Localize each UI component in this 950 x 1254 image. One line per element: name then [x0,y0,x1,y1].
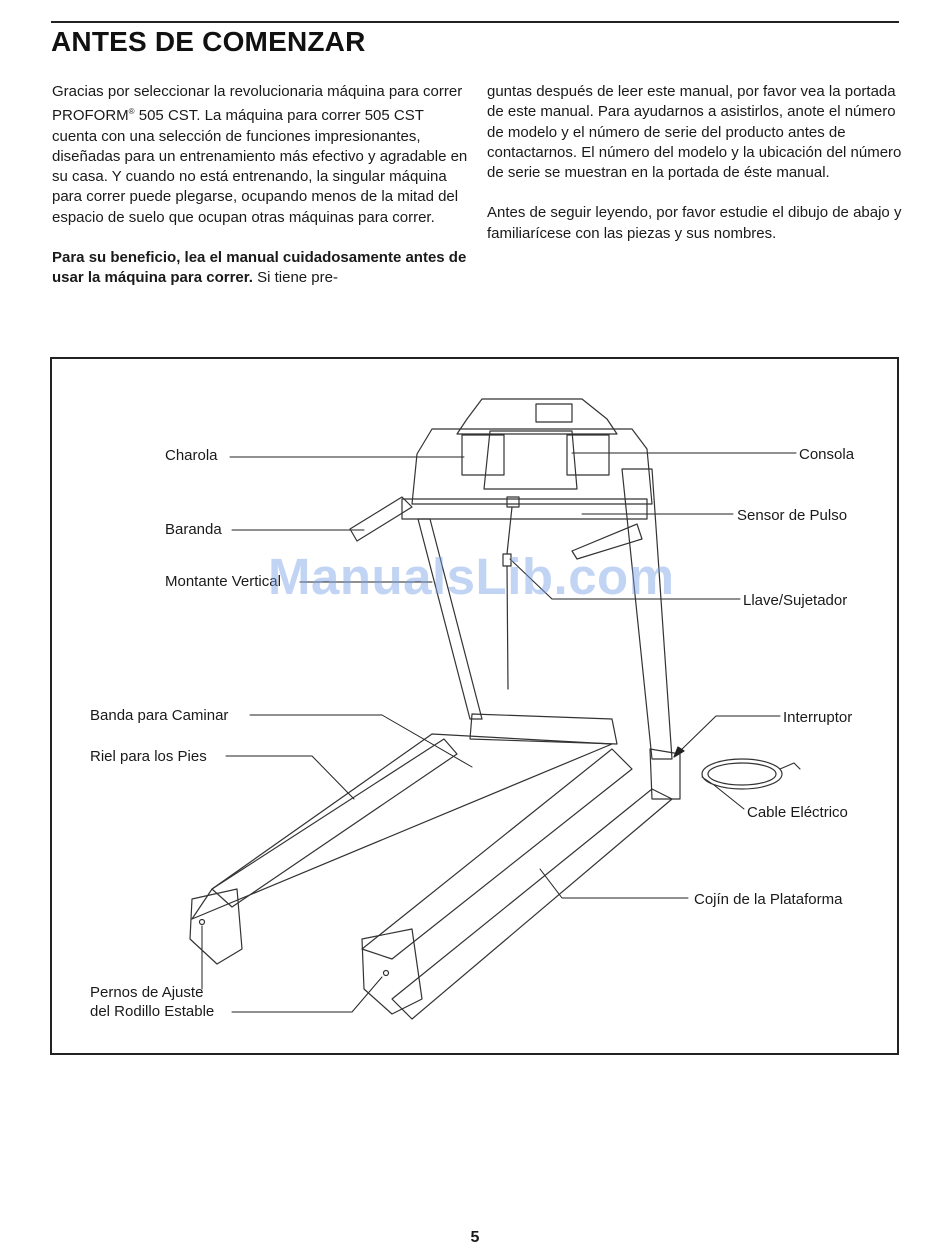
top-rule [51,21,899,23]
label-montante-vertical: Montante Vertical [165,573,281,590]
label-pernos-line-1: Pernos de Ajuste [90,984,204,1001]
intro-paragraph-4: Antes de seguir leyendo, por favor estudie el dibujo de abajo y familiarícese con las piezas y sus nombres. [487,204,902,242]
intro-paragraph-2: Para su beneficio, lea el manual cuidadosamente antes de usar la máquina para correr. Si tiene pre- [52,249,467,287]
watermark: ManualsLib.com [268,548,675,605]
label-sensor-de-pulso: Sensor de Pulso [737,507,848,524]
deck-shapes [190,714,672,1019]
registered-mark: ® [128,107,135,117]
label-interruptor: Interruptor [783,709,853,726]
leader-lines [202,453,796,1012]
power-cord-shape [702,759,800,789]
page-title: ANTES DE COMENZAR [51,26,366,57]
safety-key-shape [503,507,512,689]
label-llave-sujetador: Llave/Sujetador [743,592,848,609]
label-cojin-de-la-plataforma: Cojín de la Plataforma [694,891,843,908]
page-number: 5 [470,1229,480,1246]
label-pernos-line-2: del Rodillo Estable [90,1003,215,1020]
label-riel-para-los-pies: Riel para los Pies [90,748,207,765]
intro-paragraph-3: guntas después de leer este manual, por favor vea la portada de este manual. Para ayudarnos a asistirlos, anote el número de modelo y el número de serie del producto antes de contactarnos. El número del modelo y la ubicación del número de serie se muestran en la portada de éste manual. [487,83,902,182]
treadmill-diagram [50,357,899,1055]
label-baranda: Baranda [165,521,222,538]
label-banda-para-caminar: Banda para Caminar [90,707,229,724]
intro-right-column [487,82,905,244]
label-charola: Charola [165,447,218,464]
label-cable-electrico: Cable Eléctrico [747,804,848,821]
handrail-shapes [350,497,647,559]
label-consola: Consola [799,446,855,463]
intro-left-column [52,82,470,289]
intro-paragraph-1: Gracias por seleccionar la revolucionaria máquina para correr PROFORM® 505 CST. La máquina para correr 505 CST cuenta con una selección de funciones impresionantes, diseñadas para un entrenamiento más efectivo y agradable en su casa. Y cuando no está entrenando, la singular máquina para correr puede plegarse, ocupando menos de la mitad del espacio de suelo que ocupan otras máquinas para correr. [52,83,468,226]
